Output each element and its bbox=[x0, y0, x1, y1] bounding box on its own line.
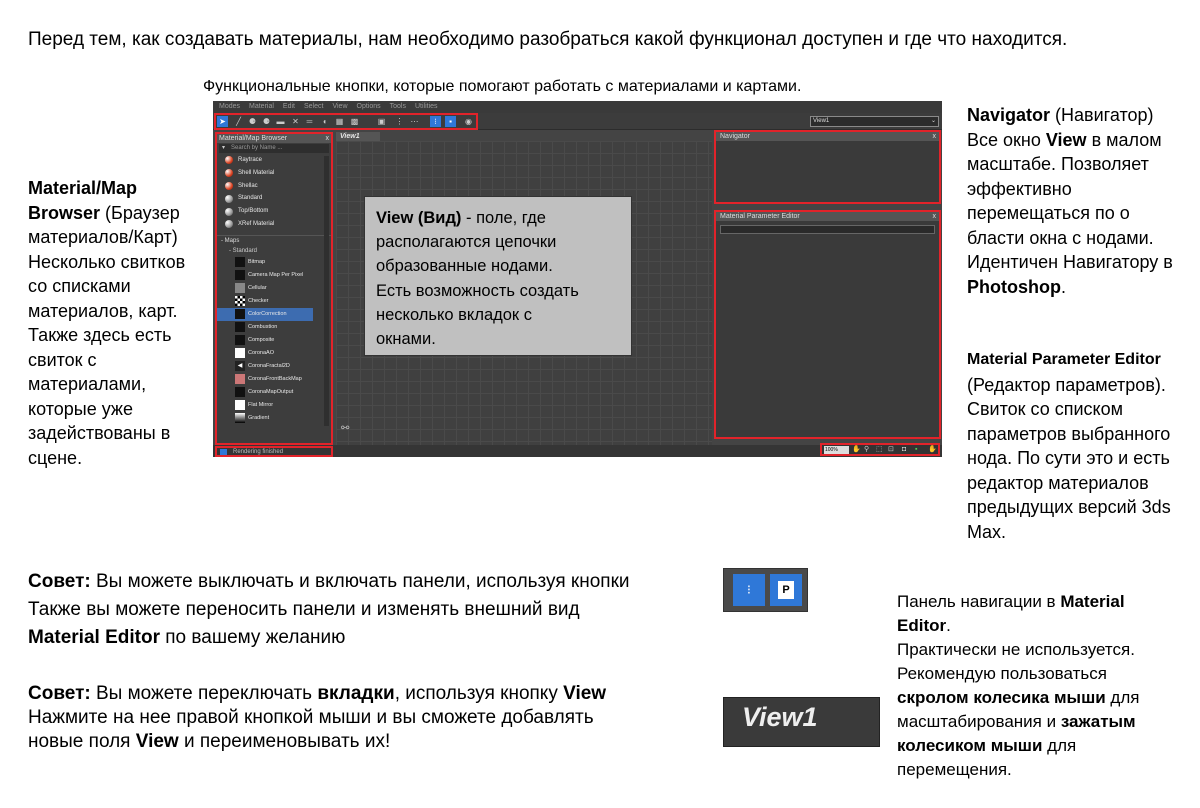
map-label: CoronaFractal2D bbox=[248, 362, 290, 369]
zoom-region-icon[interactable]: ⬚ bbox=[876, 446, 883, 453]
material-item[interactable] bbox=[217, 218, 331, 231]
search-input[interactable]: ▾ Search by Name ... bbox=[219, 144, 329, 153]
map-item[interactable] bbox=[217, 282, 313, 295]
layout-children-icon[interactable]: ⋯ bbox=[410, 117, 419, 126]
navigator-header: Navigator x bbox=[716, 132, 939, 141]
zoom-selected-icon[interactable]: ◘ bbox=[902, 446, 907, 453]
material-swatch-icon bbox=[225, 182, 233, 190]
tip-view-tabs: Совет: Вы можете переключать вкладки, используя кнопку View Нажмите на нее правой кнопкой мыши и вы сможете добавлять новые поля View и переименовывать их! bbox=[28, 683, 607, 752]
menu-item-material[interactable]: Material bbox=[249, 103, 274, 110]
menu-item-tools[interactable]: Tools bbox=[389, 103, 406, 110]
text-line: которые уже bbox=[28, 398, 133, 419]
move-children-icon[interactable]: ═ bbox=[306, 117, 313, 126]
status-text: Rendering finished bbox=[233, 448, 284, 455]
material-swatch-icon bbox=[225, 156, 233, 164]
menu-item-edit[interactable]: Edit bbox=[282, 103, 295, 110]
view-description: View (Вид) - поле, где располагаются цепочки образованные нодами. Есть возможность создать несколько вкладок с окнами. bbox=[364, 196, 632, 356]
parameter-editor-header: Material Parameter Editor x bbox=[716, 212, 939, 221]
material-swatch-icon bbox=[225, 169, 233, 177]
text-line: бласти окна с нодами. bbox=[967, 227, 1154, 248]
chevron-down-icon: ⌄ bbox=[930, 118, 936, 124]
assign-material-icon[interactable]: ⚈ bbox=[248, 117, 257, 126]
toggle-parameter-editor-icon: P bbox=[770, 574, 802, 606]
zoom-icon[interactable]: ⚲ bbox=[864, 446, 870, 453]
text-line: материалами, bbox=[28, 374, 147, 394]
map-thumbnail-icon bbox=[235, 387, 245, 397]
map-item[interactable] bbox=[217, 269, 313, 282]
navigator-description: Navigator (Навигатор) Все окно View в малом масштабе. Позволяет эффективно перемещаться по о бласти окна с нодами. Идентичен Навигатору в Photoshop. bbox=[967, 105, 1173, 297]
close-icon[interactable]: x bbox=[325, 135, 329, 142]
map-label: CoronaMapOutput bbox=[248, 388, 294, 395]
map-label: Combustion bbox=[248, 323, 278, 330]
browser-desc-title: Material/Map bbox=[28, 178, 138, 198]
material-swatch-icon bbox=[225, 208, 233, 216]
view-tab[interactable]: View1 bbox=[336, 132, 380, 141]
map-item[interactable] bbox=[217, 360, 313, 373]
map-item[interactable] bbox=[217, 373, 313, 386]
material-library-icon[interactable]: ◖ bbox=[322, 117, 327, 126]
text-line: (Редактор параметров). bbox=[967, 374, 1166, 395]
map-item[interactable] bbox=[217, 347, 313, 360]
pan-to-selected-icon[interactable]: ✋ bbox=[928, 446, 937, 453]
menu-item-utilities[interactable]: Utilities bbox=[414, 103, 438, 110]
map-label: CoronaFrontBackMap bbox=[248, 375, 302, 382]
text-line: редактор материалов bbox=[967, 472, 1149, 493]
toggle-browser-icon[interactable]: ⁝ bbox=[430, 116, 441, 127]
toggle-browser-icon: ⁝ bbox=[733, 574, 765, 606]
parameter-editor-panel[interactable] bbox=[714, 210, 941, 439]
map-label: Camera Map Per Pixel bbox=[248, 271, 304, 278]
panel-toggle-buttons-image bbox=[723, 568, 808, 612]
show-map-icon[interactable]: ▦ bbox=[335, 117, 344, 126]
pick-material-icon[interactable]: ╱ bbox=[236, 117, 241, 126]
map-label: Checker bbox=[248, 297, 269, 304]
close-icon[interactable]: x bbox=[932, 213, 936, 220]
status-bar bbox=[213, 445, 942, 457]
material-map-browser bbox=[215, 132, 333, 445]
navigator-panel[interactable] bbox=[714, 130, 941, 204]
map-thumbnail-icon bbox=[235, 283, 245, 293]
map-item[interactable] bbox=[217, 399, 313, 412]
view-select[interactable]: View1 ⌄ bbox=[810, 116, 939, 127]
material-swatch-icon bbox=[225, 195, 233, 203]
material-item[interactable] bbox=[217, 205, 331, 218]
select-by-material-icon[interactable]: ◉ bbox=[465, 117, 472, 126]
text-line: располагаются цепочки bbox=[376, 233, 557, 252]
text-line: Несколько свитков bbox=[28, 251, 186, 272]
material-label: XRef Material bbox=[238, 220, 275, 227]
map-thumbnail-icon bbox=[235, 309, 245, 319]
map-item[interactable] bbox=[217, 412, 313, 425]
text-line: Свиток со списком bbox=[967, 399, 1124, 419]
material-label: Top/Bottom bbox=[238, 208, 269, 215]
map-label: Gradient bbox=[248, 414, 270, 421]
text-line: задействованы в bbox=[28, 423, 171, 443]
map-thumbnail-icon bbox=[235, 335, 245, 345]
render-map-icon[interactable]: ▣ bbox=[377, 117, 386, 126]
show-background-icon[interactable]: ▩ bbox=[350, 117, 359, 126]
map-label: ColorCorrection bbox=[248, 310, 287, 317]
text-line: материалов/Карт) bbox=[28, 227, 178, 247]
map-item[interactable] bbox=[217, 308, 313, 321]
material-item[interactable] bbox=[217, 167, 331, 180]
menu-item-select[interactable]: Select bbox=[303, 103, 324, 110]
text-line: со списками bbox=[28, 276, 131, 296]
map-label: Composite bbox=[248, 336, 275, 343]
close-icon[interactable]: x bbox=[932, 133, 936, 140]
map-item[interactable] bbox=[217, 256, 313, 269]
highlight-icon[interactable]: ▪ bbox=[915, 446, 918, 453]
map-label: Flat Mirror bbox=[248, 401, 274, 408]
intro-text: Перед тем, как создавать материалы, нам необходимо разобраться какой функционал доступен и где что находится. bbox=[28, 29, 1068, 50]
map-thumbnail-icon bbox=[235, 322, 245, 332]
map-label: Bitmap bbox=[248, 258, 266, 265]
map-item[interactable] bbox=[217, 321, 313, 334]
menu-item-modes[interactable]: Modes bbox=[219, 103, 241, 110]
map-item[interactable] bbox=[217, 334, 313, 347]
material-item[interactable] bbox=[217, 192, 331, 205]
material-label: Shellac bbox=[238, 182, 258, 189]
pan-hand-icon[interactable]: ✋ bbox=[852, 446, 861, 453]
parameter-field[interactable] bbox=[720, 225, 935, 234]
text-line: сцене. bbox=[28, 447, 83, 468]
tip-panels: Совет: Вы можете выключать и включать панели, используя кнопки Также вы можете переносить панели и изменять внешний вид Material Editor по вашему желанию bbox=[28, 571, 630, 648]
put-to-scene-icon[interactable]: ▬ bbox=[276, 117, 285, 126]
toggle-parameter-editor-icon[interactable]: ▪ bbox=[445, 116, 456, 127]
standard-rollout-header[interactable]: - Standard bbox=[229, 247, 258, 254]
text-line: окнами. bbox=[376, 330, 436, 349]
map-label: CoronaAO bbox=[248, 349, 274, 356]
map-thumbnail-icon bbox=[235, 374, 245, 384]
navigation-panel-description: Панель навигации в Material Editor. Практически не используется. Рекомендую пользоваться скролом колесика мыши для масштабирования и зажатым колесиком мыши для перемещения. bbox=[897, 592, 1140, 779]
zoom-select[interactable]: 100% bbox=[824, 446, 849, 454]
assign-selection-icon[interactable]: ⚈ bbox=[262, 117, 271, 126]
text-line: свиток с bbox=[28, 349, 97, 370]
map-thumbnail-icon: ◀ bbox=[235, 361, 245, 371]
map-label: Cellular bbox=[248, 284, 267, 291]
navigation-panel bbox=[820, 443, 940, 456]
text-line: нода. По сути это и есть bbox=[967, 448, 1170, 468]
text-line: Также здесь есть bbox=[28, 325, 172, 345]
map-thumbnail-icon bbox=[235, 296, 245, 306]
map-thumbnail-icon bbox=[235, 348, 245, 358]
text-line: материалов, карт. bbox=[28, 300, 178, 321]
map-list bbox=[217, 256, 331, 425]
text-line: образованные нодами. bbox=[376, 257, 553, 276]
map-thumbnail-icon bbox=[235, 257, 245, 267]
browser-header: Material/Map Browser x bbox=[219, 135, 329, 142]
browser-description: Material/Map Browser (Браузер материалов/Карт) Несколько свитков со списками материалов, карт. Также здесь есть свиток с материалами, которые уже задействованы в сцене. bbox=[28, 176, 185, 470]
map-thumbnail-icon bbox=[235, 270, 245, 280]
text-line: масштабе. Позволяет bbox=[967, 154, 1149, 174]
select-tool-icon[interactable]: ➤ bbox=[217, 116, 228, 127]
map-thumbnail-icon bbox=[235, 413, 245, 423]
material-item[interactable] bbox=[217, 180, 331, 193]
map-item[interactable] bbox=[217, 295, 313, 308]
material-item[interactable] bbox=[217, 154, 331, 167]
map-item[interactable] bbox=[217, 386, 313, 399]
text-line: параметров выбранного bbox=[967, 423, 1171, 444]
maps-rollout-header[interactable]: - Maps bbox=[217, 235, 331, 246]
text-line: Есть возможность создать bbox=[376, 281, 579, 300]
status-icon bbox=[220, 449, 227, 455]
view-tab-image: View1 bbox=[723, 697, 880, 747]
text-line: Идентичен Навигатору в bbox=[967, 252, 1173, 272]
text-line: предыдущих версий 3ds bbox=[967, 497, 1171, 517]
status-area bbox=[215, 446, 333, 457]
toolbar-highlight bbox=[214, 113, 478, 130]
binoculars-icon: ⚯ bbox=[341, 423, 350, 434]
text-line: Max. bbox=[967, 521, 1007, 542]
map-thumbnail-icon bbox=[235, 400, 245, 410]
zoom-extents-icon[interactable]: ⊡ bbox=[888, 446, 894, 453]
browser-scrollbar[interactable] bbox=[324, 156, 329, 426]
layout-icon[interactable]: ⋮ bbox=[395, 117, 404, 126]
text-line: перемещаться по о bbox=[967, 203, 1130, 223]
menu-bar bbox=[213, 101, 942, 113]
menu-item-view[interactable]: View bbox=[332, 103, 348, 110]
material-list bbox=[217, 154, 331, 231]
material-swatch-icon bbox=[225, 220, 233, 228]
toolbar-caption: Функциональные кнопки, которые помогают работать с материалами и картами. bbox=[203, 78, 802, 95]
material-label: Raytrace bbox=[238, 157, 263, 163]
text-line: эффективно bbox=[967, 178, 1072, 199]
delete-icon[interactable]: ✕ bbox=[292, 117, 299, 126]
parameter-editor-description: Material Parameter Editor (Редактор параметров). Свиток со списком параметров выбранного нода. По сути это и есть редактор материалов предыдущих версий 3ds Max. bbox=[967, 348, 1171, 544]
material-label: Standard bbox=[238, 195, 263, 202]
menu-item-options[interactable]: Options bbox=[356, 103, 381, 110]
text-line: несколько вкладок с bbox=[376, 305, 532, 324]
material-label: Shell Material bbox=[238, 169, 275, 176]
